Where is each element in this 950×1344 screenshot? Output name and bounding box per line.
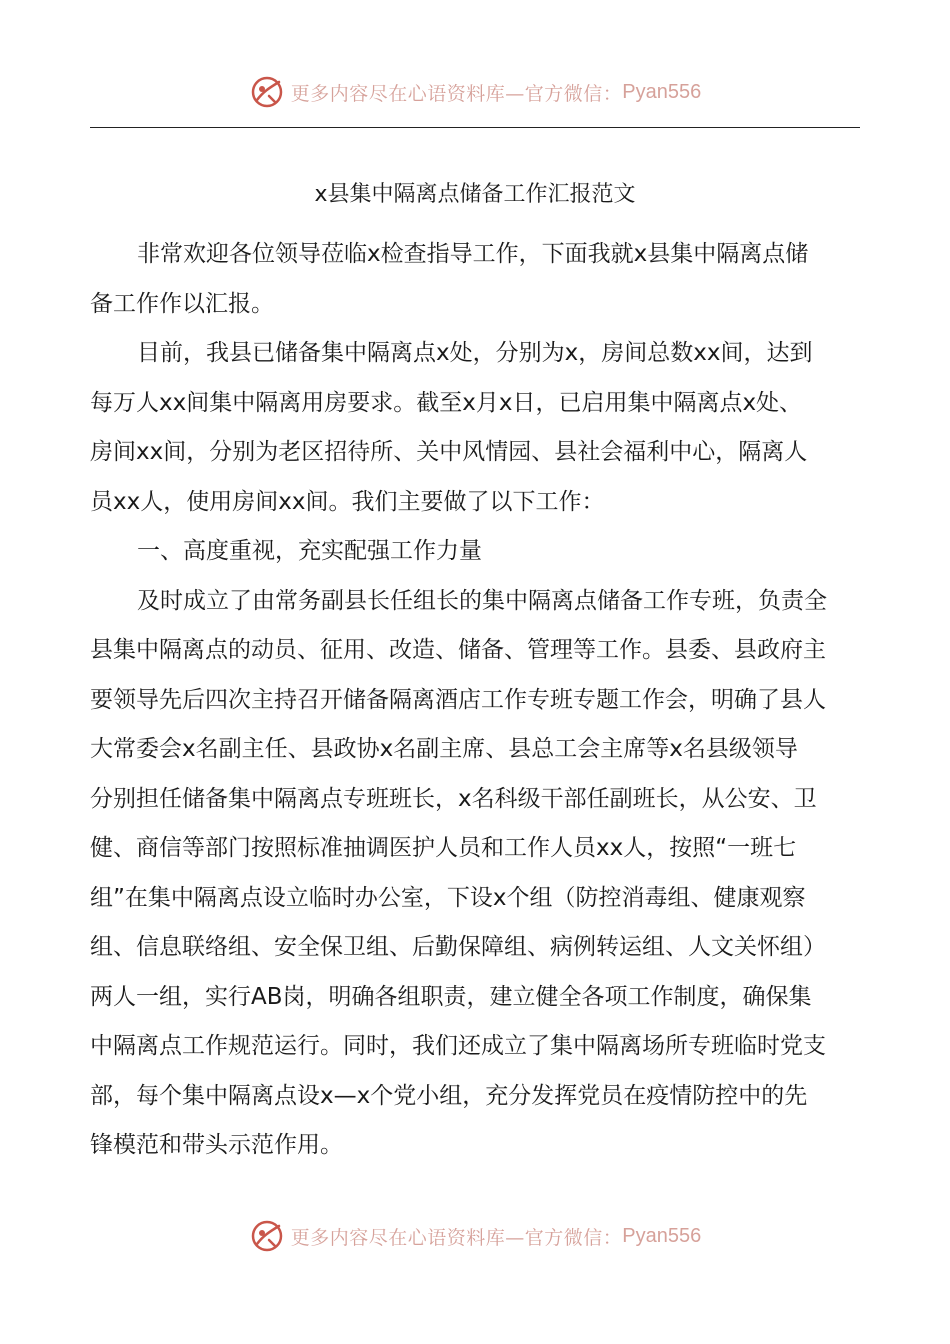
body-line: 县集中隔离点的动员、征用、改造、储备、管理等工作。县委、县政府主 <box>90 637 826 663</box>
header-watermark <box>0 70 950 114</box>
watermark-handle: Pyan556 <box>622 1224 702 1247</box>
body-line: 组、信息联络组、安全保卫组、后勤保障组、病例转运组、人文关怀组） <box>90 934 826 960</box>
document-title: x县集中隔离点储备工作汇报范文 <box>314 182 636 207</box>
body-line: 部，每个集中隔离点设x—x个党小组，充分发挥党员在疫情防控中的先 <box>90 1082 808 1109</box>
watermark-text: 更多内容尽在心语资料库—官方微信： <box>290 1226 623 1249</box>
document-body <box>90 230 860 1171</box>
body-line: 要领导先后四次主持召开储备隔离酒店工作专班专题工作会，明确了县人 <box>90 686 826 713</box>
body-line: 每万人xx间集中隔离用房要求。截至x月x日，已启用集中隔离点x处、 <box>90 389 803 416</box>
watermark-handle: Pyan556 <box>622 80 702 103</box>
body-line: 中隔离点工作规范运行。同时，我们还成立了集中隔离场所专班临时党支 <box>90 1033 826 1059</box>
body-line: 大常委会x名副主任、县政协x名副主席、县总工会主席等x名县级领导 <box>90 736 798 762</box>
body-line: 员xx人，使用房间xx间。我们主要做了以下工作： <box>90 488 605 515</box>
body-line: 及时成立了由常务副县长任组长的集中隔离点储备工作专班，负责全 <box>137 587 827 614</box>
circle-logo-icon <box>249 74 285 110</box>
body-line: 目前，我县已储备集中隔离点x处，分别为x，房间总数xx间，达到 <box>137 340 813 366</box>
body-line: 组”在集中隔离点设立临时办公室，下设x个组（防控消毒组、健康观察 <box>90 884 806 911</box>
body-line: 锋模范和带头示范作用。 <box>90 1132 343 1158</box>
body-line: 一、高度重视，充实配强工作力量 <box>137 538 482 564</box>
header-divider <box>90 127 860 128</box>
body-line: 分别担任储备集中隔离点专班班长，x名科级干部任副班长，从公安、卫 <box>90 785 817 812</box>
body-line: 非常欢迎各位领导莅临x检查指导工作，下面我就x县集中隔离点储 <box>137 241 809 267</box>
body-line: 备工作作以汇报。 <box>90 290 274 317</box>
footer-watermark <box>0 1214 950 1258</box>
body-line: 两人一组，实行AB岗，明确各组职责，建立健全各项工作制度，确保集 <box>90 983 812 1010</box>
body-line: 房间xx间，分别为老区招待所、关中风情园、县社会福利中心，隔离人 <box>90 439 808 465</box>
watermark-text: 更多内容尽在心语资料库—官方微信： <box>290 82 623 105</box>
circle-logo-icon <box>249 1218 285 1254</box>
body-line: 健、商信等部门按照标准抽调医护人员和工作人员xx人，按照“一班七 <box>90 835 797 861</box>
